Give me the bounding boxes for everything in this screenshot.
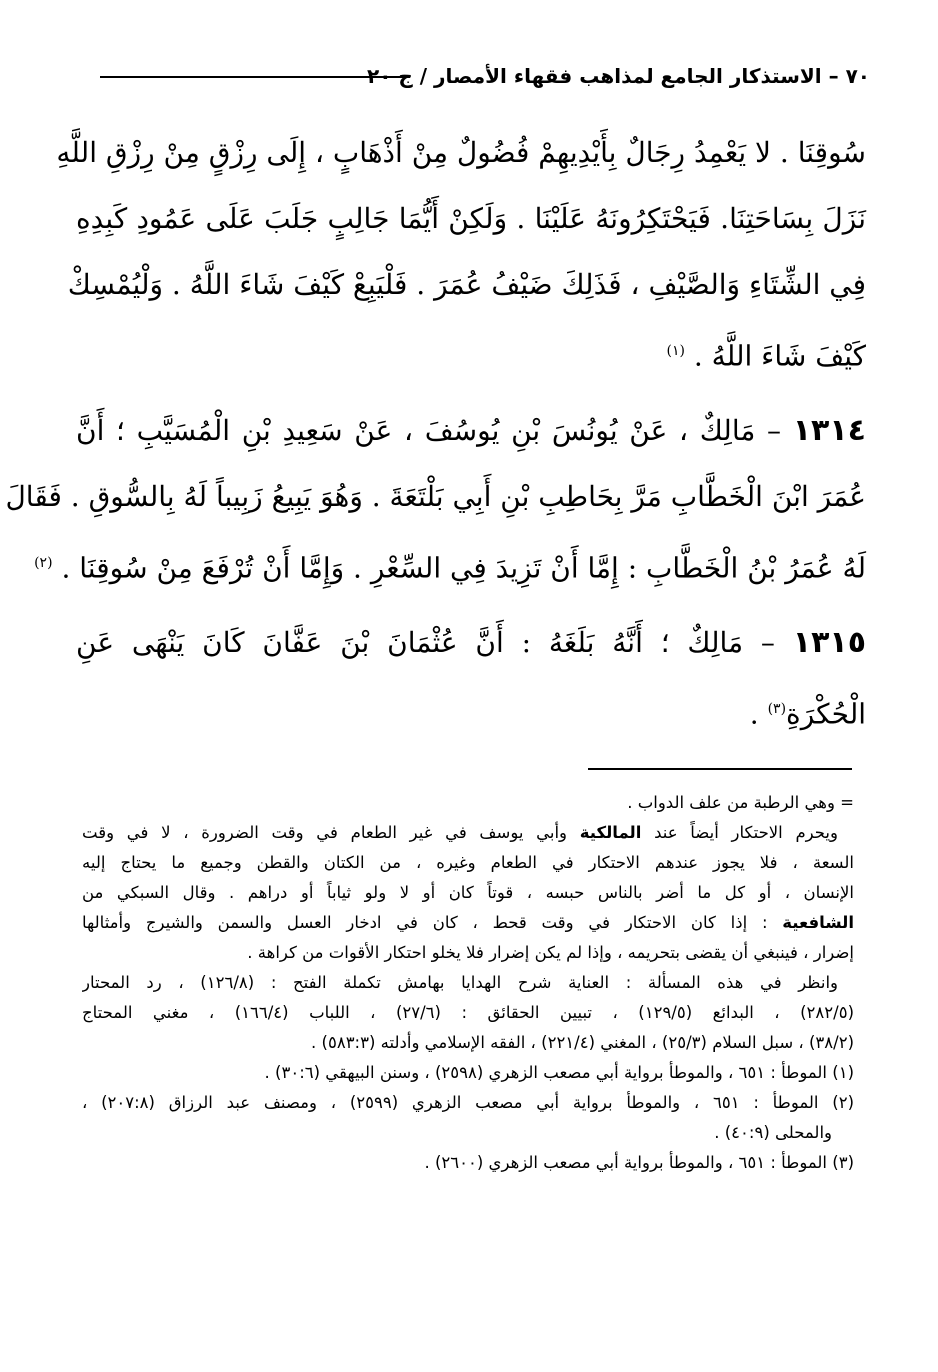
footnote-ref-3: (٣) <box>767 701 787 717</box>
hadith-number-1314: ١٣١٤ <box>792 413 866 448</box>
footnote-3: (٣) الموطأ : ٦٥١ ، والموطأ برواية أبي مصعب الزهري (٢٦٠٠) . <box>424 1153 854 1172</box>
footnote-para1-line-4 <box>82 908 854 938</box>
hadith-1315-text-1: – مَالِكٌ ؛ أَنَّهُ بَلَغَهُ : أَنَّ عُثْمَانَ بْنَ عَفَّانَ كَانَ يَنْهَى عَنِ <box>76 626 775 659</box>
hadith-1314-line-3 <box>34 530 866 596</box>
para1-bold-malikiyya: المالكية <box>579 823 642 842</box>
hadith-1314-line-2: عُمَرَ ابْنَ الْخَطَّابِ مَرَّ بِحَاطِبِ بْنِ أَبِي بَلْتَعَةَ . وَهُوَ يَبِيعُ زَبِيباً لَهُ بِالسُّوقِ . فَقَالَ <box>5 480 866 513</box>
footnote-para2-line-2: (٢٨٢/٥) ، البدائع (١٢٩/٥) ، تبيين الحقائق : (٢٧/٦) ، اللباب (١٦٦/٤) ، مغني المحتاج <box>82 1003 854 1022</box>
hadith-1315-text-2: الْحُكْرَةِ <box>786 697 866 731</box>
footnote-2-line-2: والمحلى (٤٠:٩) . <box>714 1123 832 1142</box>
para1-lead: ويحرم الاحتكار أيضاً عند <box>654 823 838 842</box>
footnote-para1-line-1 <box>82 818 854 848</box>
para1-rest: وأبي يوسف في غير الطعام في وقت الضرورة ، لا في وقت <box>82 823 568 842</box>
footnote-2-line-1: (٢) الموطأ : ٦٥١ ، والموطأ برواية أبي مصعب الزهري (٢٥٩٩) ، ومصنف عبد الرزاق (٢٠٧:٨) ، <box>82 1093 854 1112</box>
main-line-4-text: كَيْفَ شَاءَ اللَّهُ . <box>693 339 866 373</box>
main-text <box>5 120 867 742</box>
footnote-para2-line-3: (٣٨/٢) ، سبل السلام (٢٥/٣) ، المغني (٢٢١/٤) ، الفقه الإسلامي وأدلته (٥٨٣:٣) . <box>311 1033 854 1052</box>
footnote-para1-line-5: إضرار ، فينبغي أن يقضى بتحريمه ، وإذا لم يكن إضرار فلا يخلو احتكار الأقوات من كراهة . <box>247 943 854 962</box>
footnote-rule <box>588 768 852 770</box>
main-line-3: فِي الشِّتَاءِ وَالصَّيْفِ ، فَذَلِكَ ضَيْفُ عُمَرَ . فَلْيَبِعْ كَيْفَ شَاءَ اللَّهُ . وَلْيُمْسِكْ <box>67 268 866 301</box>
hadith-1314-line-1 <box>76 398 866 464</box>
footnote-para1-line-3: الإنسان ، أو كل ما أضر بالناس حبسه ، قوتاً كان أو لا ولو ثياباً أو دراهم . وقال السبكي من <box>82 883 854 902</box>
footnote-para2-line-1: وانظر في هذه المسألة : العناية شرح الهدايا بهامش تكملة الفتح : (١٢٦/٨) ، رد المحتار <box>82 973 838 992</box>
header-rule <box>100 76 410 78</box>
main-line-1: سُوقِنَا . لا يَعْمِدُ رِجَالٌ بِأَيْدِيهِمْ فُضُولٌ مِنْ أَذْهَابٍ ، إِلَى رِزْقٍ مِنْ رِزْقِ اللَّهِ <box>56 136 866 169</box>
main-line-2: نَزَلَ بِسَاحَتِنَا. فَيَحْتَكِرُونَهُ عَلَيْنَا . وَلَكِنْ أَيُّمَا جَالِبٍ جَلَبَ عَلَى عَمُودِ كَبِدِهِ <box>76 202 866 235</box>
footnotes <box>82 788 854 1178</box>
running-title: ٧٠ – الاستذكار الجامع لمذاهب فقهاء الأمصار / ج ٢٠ <box>366 64 870 88</box>
hadith-number-1315: ١٣١٥ <box>792 625 867 660</box>
footnote-1: (١) الموطأ : ٦٥١ ، والموطأ برواية أبي مصعب الزهري (٢٥٩٨) ، وسنن البيهقي (٣٠:٦) . <box>264 1063 854 1082</box>
para1-bold-shafiiyya: الشافعية <box>782 913 854 932</box>
footnote-ref-2: (٢) <box>34 555 53 571</box>
hadith-1314-text-1: – مَالِكٌ ، عَنْ يُونُسَ بْنِ يُوسُفَ ، عَنْ سَعِيدِ بْنِ الْمُسَيَّبِ ؛ أَنَّ <box>76 414 782 447</box>
hadith-1315-line-2 <box>76 676 866 742</box>
hadith-1315-end: . <box>749 697 768 731</box>
hadith-1315-line-1 <box>76 610 866 676</box>
footnote-continuation: = وهي الرطبة من علف الدواب . <box>627 793 854 812</box>
hadith-1314-text-3: لَهُ عُمَرُ بْنُ الْخَطَّابِ : إِمَّا أَنْ تَزِيدَ فِي السِّعْرِ . وَإِمَّا أَنْ تُرْفَعَ مِنْ سُوقِنَا . <box>61 551 866 585</box>
footnote-ref-1: (١) <box>666 343 685 359</box>
para1-shafi-rest: : إذا كان الاحتكار في وقت قحط ، كان في ادخار العسل والسمن والشيرج وأمثالها <box>82 913 768 932</box>
main-line-4 <box>76 318 866 384</box>
footnote-para1-line-2: السعة ، فلا يجوز عندهم الاحتكار في الطعام وغيره ، من الكتان والقطن وجميع ما يحتاج إليه <box>82 853 854 872</box>
